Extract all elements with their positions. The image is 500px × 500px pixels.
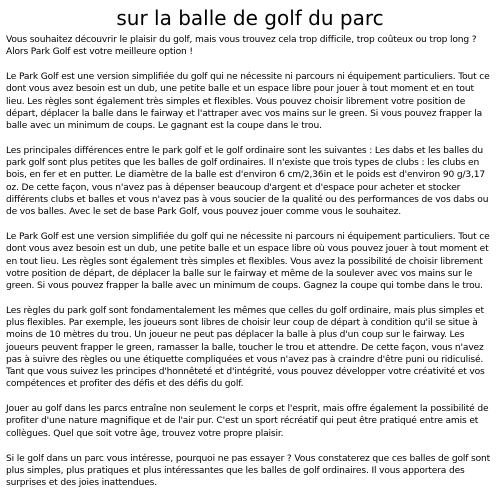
paragraph-definition: Le Park Golf est une version simplifiée du golf qui ne nécessite ni parcours ni équipement particuliers. Tout ce dont vous avez besoin est un dub, une petite balle et un espace libre pour jouer à tout moment et en tout lieu. Les règles sont également très simples et flexibles. Vous pouvez choisir librement votre position de départ, déplacer la balle dans le fairway et l'attraper avec vos mains sur le green. Si vous pouvez frapper la balle avec un minimum de coups. Le gagnant est la coupe dans le trou. — [6, 72, 490, 132]
paragraph-conclusion: Si le golf dans un parc vous intéresse, pourquoi ne pas essayer ? Vous constaterez que ces balles de golf sont plus simples, plus pratiques et plus intéressantes que les balles de golf ordinaires. Il vous apportera des surprises et des joies inattendues. — [6, 453, 491, 489]
paragraph-intro: Vous souhaitez découvrir le plaisir du golf, mais vous trouvez cela trop difficile, trop coûteux ou trop long ? Alors Park Golf est votre meilleure option ! — [6, 35, 477, 58]
paragraph-definition-repeat: Le Park Golf est une version simplifiée du golf qui ne nécessite ni parcours ni équipement particuliers. Tout ce dont vous avez besoin est un dub, une petite balle et un espace libre où vous pouvez jouer à tout moment et en tout lieu. Les règles sont également très simples et flexibles. Vous avez la possibilité de choisir librement votre position de départ, de déplacer la balle sur le fairway et même de la soulever avec vos mains sur le green. Si vous pouvez frapper la balle avec un minimum de coups. Gagnez la coupe qui tombe dans le trou. — [6, 232, 490, 292]
page-title: sur la balle de golf du parc — [116, 6, 384, 30]
paragraph-rules: Les règles du park golf sont fondamentalement les mêmes que celles du golf ordinaire, mais plus simples et plus flexibles. Par exemple, les joueurs sont libres de choisir leur coup de départ à condition qu'il se situe à moins de 10 mètres du trou. Un joueur ne peut pas déplacer la balle à plus d'un coup sur le fairway. Les joueurs peuvent frapper le green, ramasser la balle, toucher le trou et attendre. De cette façon, vous n'avez pas à suivre des règles ou une étiquette compliquées et vous n'avez pas à craindre d'être puni ou ridiculisé. Tant que vous suivez les principes d'honnêteté et d'intégrité, vous pouvez développer votre créativité et vos compétences et profiter des défis et des défis du golf. — [6, 305, 485, 390]
article-body — [6, 34, 494, 489]
paragraph-differences: Les principales différences entre le park golf et le golf ordinaire sont les suivantes : Les dabs et les balles du park golf sont plus petites que les balles de golf ordinaires. Il n'existe que trois types de clubs : les clubs en bois, en fer et en putter. Le diamètre de la balle est d'environ 6 cm/2,36in et le poids est d'environ 90 g/3,17 oz. De cette façon, vous n'avez pas à dépenser beaucoup d'argent et d'espace pour acheter et stocker différents clubs et balles et vous n'avez pas à vous soucier de la qualité ou des performances de vos dabs ou de vos balles. Avec le set de base Park Golf, vous pouvez jouer comme vous le souhaitez. — [6, 145, 489, 218]
paragraph-benefits: Jouer au golf dans les parcs entraîne non seulement le corps et l'esprit, mais offre également la possibilité de profiter d'une nature magnifique et de l'air pur. C'est un sport récréatif qui peut être pratiqué entre amis et collègues. Quel que soit votre âge, trouvez votre propre plaisir. — [6, 404, 489, 439]
